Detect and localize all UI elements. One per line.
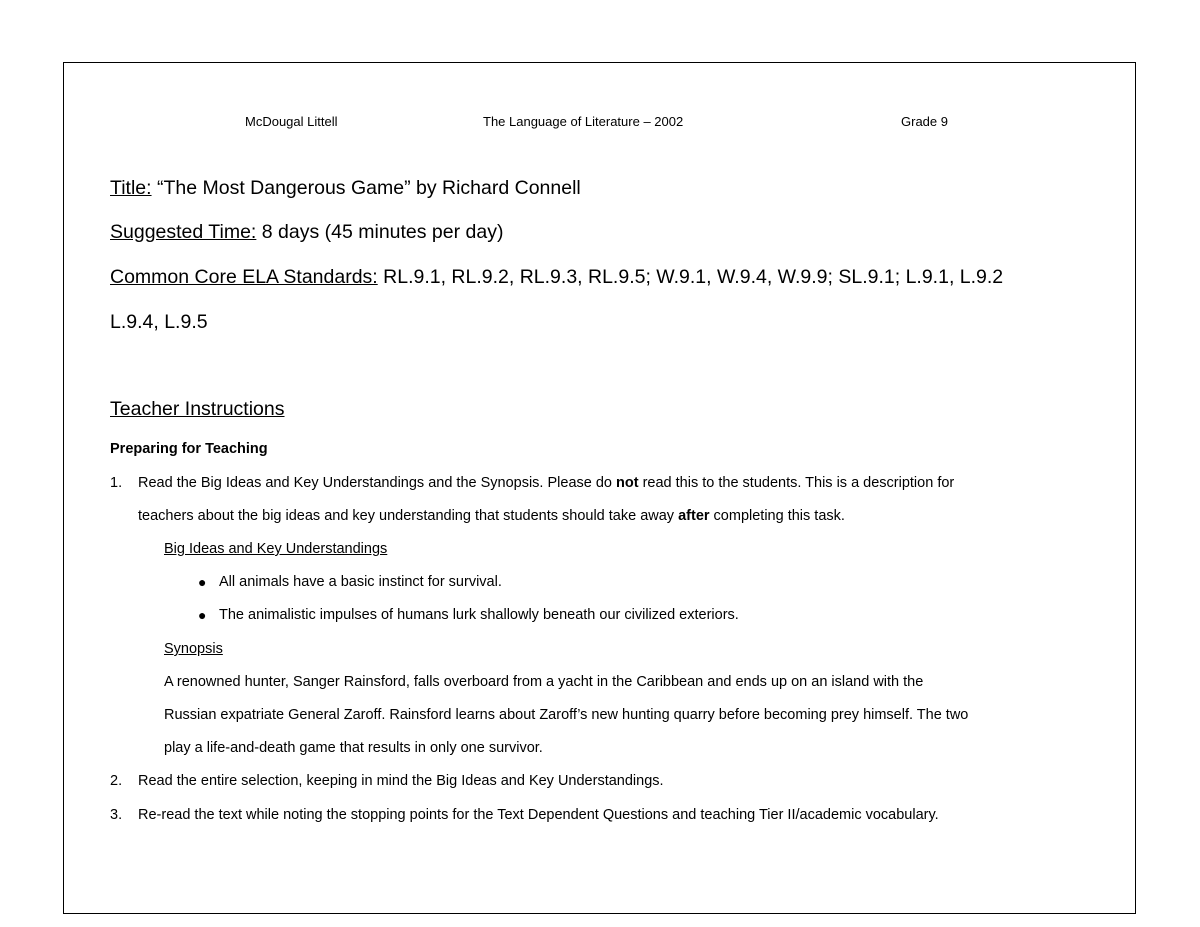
synopsis-line-3: play a life-and-death game that results in only one survivor. xyxy=(164,740,543,756)
step-3-text: Re-read the text while noting the stopping points for the Text Dependent Questions and teaching Tier II/academic vocabulary. xyxy=(138,807,939,823)
preparing-heading: Preparing for Teaching xyxy=(110,441,268,457)
step-1-text-b: read this to the students. This is a description for xyxy=(638,475,955,491)
suggested-time-line xyxy=(110,221,503,244)
step-1-number: 1. xyxy=(110,475,123,491)
suggested-time-value: 8 days (45 minutes per day) xyxy=(261,221,504,243)
step-2-number: 2. xyxy=(110,773,123,789)
title-line xyxy=(110,177,581,200)
step-1-text-a: Read the Big Ideas and Key Understandings and the Synopsis. Please do xyxy=(138,475,617,491)
step-1-bold-after: after xyxy=(678,508,710,524)
big-idea-item-1: All animals have a basic instinct for survival. xyxy=(219,574,502,590)
standards-line-2: L.9.4, L.9.5 xyxy=(110,311,208,333)
step-1-line-1 xyxy=(138,475,954,491)
step-3-number: 3. xyxy=(110,807,123,823)
header-series: The Language of Literature – 2002 xyxy=(483,114,684,129)
bullet-icon: ● xyxy=(198,607,207,623)
standards-value: RL.9.1, RL.9.2, RL.9.3, RL.9.5; W.9.1, W.9.4, W.9.9; SL.9.1; L.9.1, L.9.2 xyxy=(383,266,1004,288)
big-ideas-heading: Big Ideas and Key Understandings xyxy=(164,541,388,557)
step-1-bold-not: not xyxy=(616,475,639,491)
step-1-line-2 xyxy=(138,508,845,524)
big-idea-item-2: The animalistic impulses of humans lurk shallowly beneath our civilized exteriors. xyxy=(219,607,739,623)
bullet-icon: ● xyxy=(198,574,207,590)
header-publisher: McDougal Littell xyxy=(245,114,338,129)
title-value: “The Most Dangerous Game” by Richard Connell xyxy=(156,177,581,199)
header-grade: Grade 9 xyxy=(901,114,948,129)
synopsis-heading: Synopsis xyxy=(164,641,223,657)
step-1-text-c: teachers about the big ideas and key understanding that students should take away xyxy=(138,508,679,524)
synopsis-line-1: A renowned hunter, Sanger Rainsford, falls overboard from a yacht in the Caribbean and ends up on an island with the xyxy=(164,674,924,690)
step-1-text-d: completing this task. xyxy=(709,508,845,524)
standards-label: Common Core ELA Standards: xyxy=(110,266,378,288)
standards-line xyxy=(110,266,1003,289)
teacher-instructions-heading: Teacher Instructions xyxy=(110,398,285,420)
synopsis-line-2: Russian expatriate General Zaroff. Rainsford learns about Zaroff’s new hunting quarry before becoming prey himself. The two xyxy=(164,707,969,723)
suggested-time-label: Suggested Time: xyxy=(110,221,257,243)
step-2-text: Read the entire selection, keeping in mind the Big Ideas and Key Understandings. xyxy=(138,773,664,789)
title-label: Title: xyxy=(110,177,152,199)
